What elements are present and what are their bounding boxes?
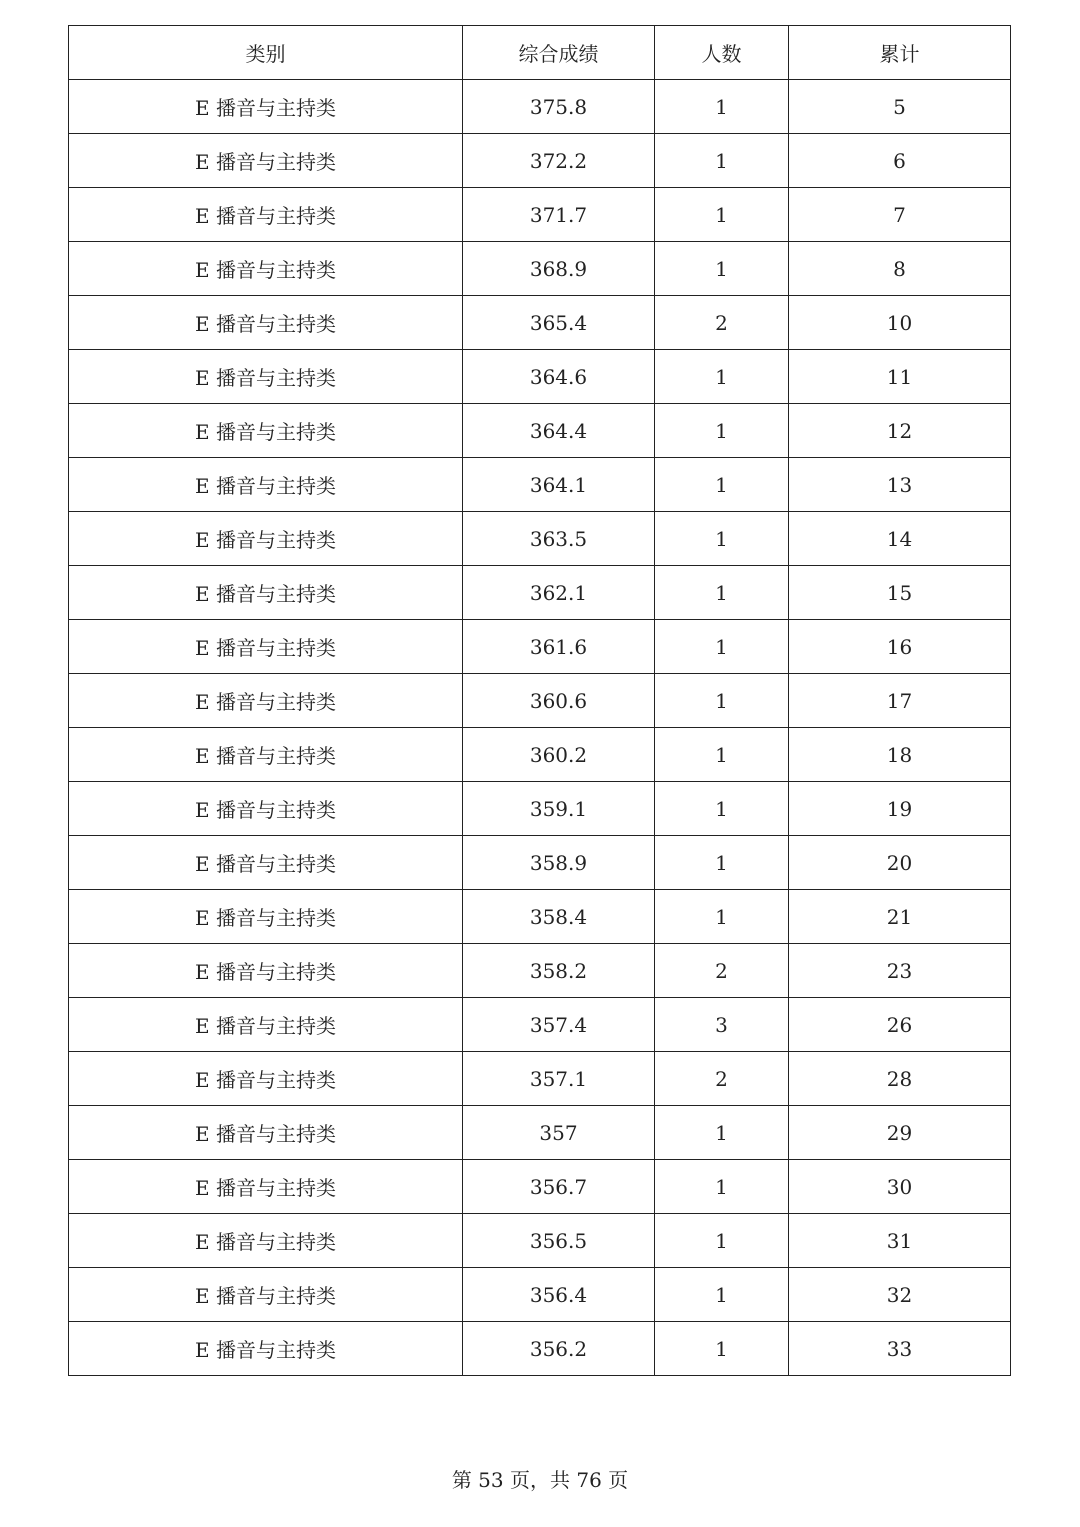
- cell-category: E 播音与主持类: [69, 620, 463, 674]
- cell-score: 375.8: [463, 80, 655, 134]
- table-row: [69, 782, 1011, 836]
- cell-category: E 播音与主持类: [69, 350, 463, 404]
- cell-cumulative: 16: [789, 620, 1011, 674]
- cell-count: 1: [655, 458, 789, 512]
- header-score: 综合成绩: [463, 26, 655, 80]
- cell-cumulative: 7: [789, 188, 1011, 242]
- cell-score: 359.1: [463, 782, 655, 836]
- cell-category: E 播音与主持类: [69, 80, 463, 134]
- cell-cumulative: 21: [789, 890, 1011, 944]
- cell-count: 1: [655, 674, 789, 728]
- table-row: [69, 242, 1011, 296]
- table-row: [69, 1322, 1011, 1376]
- cell-score: 362.1: [463, 566, 655, 620]
- cell-count: 1: [655, 620, 789, 674]
- table-row: [69, 620, 1011, 674]
- cell-cumulative: 13: [789, 458, 1011, 512]
- cell-cumulative: 32: [789, 1268, 1011, 1322]
- cell-category: E 播音与主持类: [69, 404, 463, 458]
- cell-count: 1: [655, 134, 789, 188]
- table-row: [69, 1160, 1011, 1214]
- cell-count: 1: [655, 1106, 789, 1160]
- header-count: 人数: [655, 26, 789, 80]
- cell-cumulative: 18: [789, 728, 1011, 782]
- score-table: [68, 25, 1011, 1376]
- cell-count: 1: [655, 728, 789, 782]
- cell-score: 356.4: [463, 1268, 655, 1322]
- table-row: [69, 80, 1011, 134]
- cell-category: E 播音与主持类: [69, 1268, 463, 1322]
- table-row: [69, 188, 1011, 242]
- table-row: [69, 1214, 1011, 1268]
- cell-cumulative: 5: [789, 80, 1011, 134]
- table-row: [69, 944, 1011, 998]
- cell-cumulative: 11: [789, 350, 1011, 404]
- cell-score: 360.6: [463, 674, 655, 728]
- cell-cumulative: 20: [789, 836, 1011, 890]
- cell-count: 1: [655, 1268, 789, 1322]
- cell-score: 357.4: [463, 998, 655, 1052]
- cell-category: E 播音与主持类: [69, 296, 463, 350]
- cell-category: E 播音与主持类: [69, 782, 463, 836]
- cell-count: 1: [655, 350, 789, 404]
- cell-count: 1: [655, 242, 789, 296]
- cell-score: 358.9: [463, 836, 655, 890]
- table-row: [69, 998, 1011, 1052]
- cell-score: 371.7: [463, 188, 655, 242]
- cell-cumulative: 6: [789, 134, 1011, 188]
- table-row: [69, 296, 1011, 350]
- cell-count: 2: [655, 944, 789, 998]
- cell-score: 372.2: [463, 134, 655, 188]
- cell-category: E 播音与主持类: [69, 674, 463, 728]
- table-row: [69, 566, 1011, 620]
- cell-cumulative: 29: [789, 1106, 1011, 1160]
- cell-count: 1: [655, 1160, 789, 1214]
- cell-score: 364.1: [463, 458, 655, 512]
- cell-score: 356.5: [463, 1214, 655, 1268]
- cell-category: E 播音与主持类: [69, 458, 463, 512]
- cell-cumulative: 23: [789, 944, 1011, 998]
- cell-count: 3: [655, 998, 789, 1052]
- cell-category: E 播音与主持类: [69, 998, 463, 1052]
- table-row: [69, 512, 1011, 566]
- cell-category: E 播音与主持类: [69, 890, 463, 944]
- table-row: [69, 404, 1011, 458]
- table-row: [69, 350, 1011, 404]
- cell-category: E 播音与主持类: [69, 1052, 463, 1106]
- cell-count: 1: [655, 836, 789, 890]
- cell-count: 2: [655, 1052, 789, 1106]
- table-row: [69, 134, 1011, 188]
- cell-category: E 播音与主持类: [69, 566, 463, 620]
- table-row: [69, 1106, 1011, 1160]
- cell-cumulative: 28: [789, 1052, 1011, 1106]
- cell-category: E 播音与主持类: [69, 188, 463, 242]
- cell-count: 2: [655, 296, 789, 350]
- cell-count: 1: [655, 890, 789, 944]
- cell-cumulative: 31: [789, 1214, 1011, 1268]
- cell-category: E 播音与主持类: [69, 1214, 463, 1268]
- cell-count: 1: [655, 188, 789, 242]
- cell-cumulative: 12: [789, 404, 1011, 458]
- page-number: 第 53 页，共 76 页: [451, 1468, 629, 1492]
- cell-cumulative: 17: [789, 674, 1011, 728]
- table-row: [69, 1268, 1011, 1322]
- cell-category: E 播音与主持类: [69, 836, 463, 890]
- cell-cumulative: 30: [789, 1160, 1011, 1214]
- cell-cumulative: 10: [789, 296, 1011, 350]
- cell-score: 356.7: [463, 1160, 655, 1214]
- cell-score: 357.1: [463, 1052, 655, 1106]
- cell-score: 357: [463, 1106, 655, 1160]
- cell-count: 1: [655, 782, 789, 836]
- cell-category: E 播音与主持类: [69, 512, 463, 566]
- cell-category: E 播音与主持类: [69, 944, 463, 998]
- header-category: 类别: [69, 26, 463, 80]
- cell-cumulative: 19: [789, 782, 1011, 836]
- cell-cumulative: 8: [789, 242, 1011, 296]
- cell-cumulative: 14: [789, 512, 1011, 566]
- cell-count: 1: [655, 80, 789, 134]
- cell-cumulative: 15: [789, 566, 1011, 620]
- cell-count: 1: [655, 512, 789, 566]
- cell-score: 364.6: [463, 350, 655, 404]
- cell-category: E 播音与主持类: [69, 242, 463, 296]
- cell-cumulative: 26: [789, 998, 1011, 1052]
- cell-count: 1: [655, 1214, 789, 1268]
- cell-category: E 播音与主持类: [69, 134, 463, 188]
- table-body: [69, 80, 1011, 1376]
- table-row: [69, 1052, 1011, 1106]
- cell-score: 368.9: [463, 242, 655, 296]
- table-row: [69, 728, 1011, 782]
- cell-score: 358.4: [463, 890, 655, 944]
- cell-score: 363.5: [463, 512, 655, 566]
- cell-category: E 播音与主持类: [69, 728, 463, 782]
- cell-score: 358.2: [463, 944, 655, 998]
- table-row: [69, 836, 1011, 890]
- cell-count: 1: [655, 1322, 789, 1376]
- header-row: [69, 26, 1011, 80]
- table-row: [69, 674, 1011, 728]
- cell-score: 364.4: [463, 404, 655, 458]
- table-row: [69, 458, 1011, 512]
- cell-category: E 播音与主持类: [69, 1160, 463, 1214]
- cell-count: 1: [655, 566, 789, 620]
- cell-score: 365.4: [463, 296, 655, 350]
- cell-cumulative: 33: [789, 1322, 1011, 1376]
- table-row: [69, 890, 1011, 944]
- header-cumulative: 累计: [789, 26, 1011, 80]
- cell-score: 356.2: [463, 1322, 655, 1376]
- cell-count: 1: [655, 404, 789, 458]
- cell-score: 361.6: [463, 620, 655, 674]
- cell-score: 360.2: [463, 728, 655, 782]
- cell-category: E 播音与主持类: [69, 1322, 463, 1376]
- cell-category: E 播音与主持类: [69, 1106, 463, 1160]
